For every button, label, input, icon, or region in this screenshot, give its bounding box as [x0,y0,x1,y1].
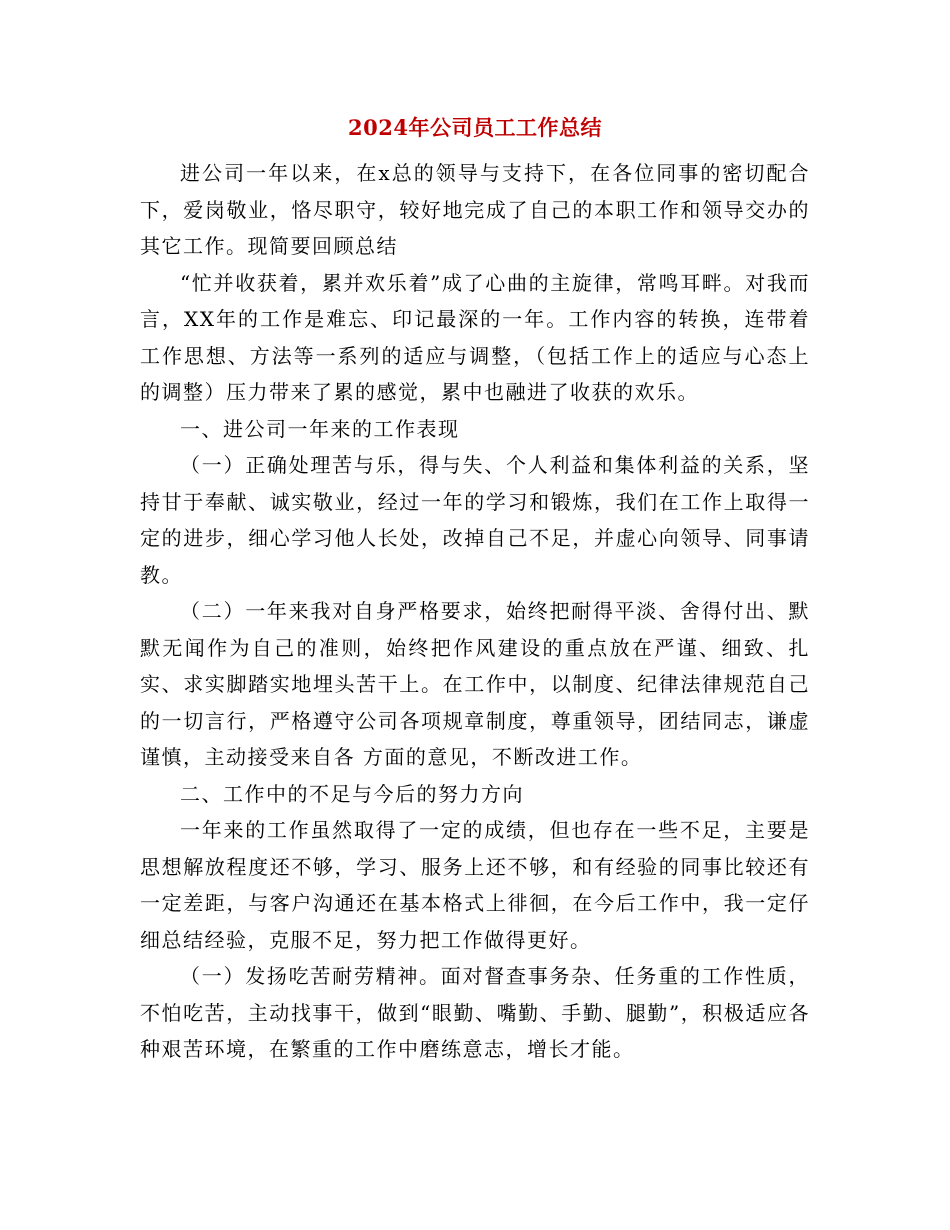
paragraph-1-2: （二）一年来我对自身严格要求，始终把耐得平淡、舍得付出、默默无闻作为自己的准则，始终把作风建设的重点放在严谨、细致、扎实、求实脚踏实地埋头苦干上。在工作中，以制度、纪律法律规范自己的一切言行，严格遵守公司各项规章制度，尊重领导，团结同志，谦虚谨慎，主动接受来自各 方面的意见，不断改进工作。 [140,599,810,769]
paragraph-2-1: （一）发扬吃苦耐劳精神。面对督查事务杂、任务重的工作性质，不怕吃苦，主动找事干，做到“眼勤、嘴勤、手勤、腿勤”，积极适应各种艰苦环境，在繁重的工作中磨练意志，增长才能。 [140,964,810,1061]
paragraph-motto: “忙并收获着，累并欢乐着”成了心曲的主旋律，常鸣耳畔。对我而言，XX年的工作是难忘、印记最深的一年。工作内容的转换，连带着工作思想、方法等一系列的适应与调整，（包括工作上的适应与心态上的调整）压力带来了累的感觉，累中也融进了收获的欢乐。 [140,270,810,404]
document-title: 2024年公司员工工作总结 [348,115,602,140]
paragraph-1-1: （一）正确处理苦与乐，得与失、个人利益和集体利益的关系，坚持甘于奉献、诚实敬业，经过一年的学习和锻炼，我们在工作上取得一定的进步，细心学习他人长处，改掉自己不足，并虚心向领导、同事请教。 [140,453,810,587]
section-heading-2: 二、工作中的不足与今后的努力方向 [180,781,524,806]
document-body [140,155,810,1068]
section-heading-1: 一、进公司一年来的工作表现 [180,416,460,441]
paragraph-intro: 进公司一年以来，在x总的领导与支持下，在各位同事的密切配合下，爱岗敬业，恪尽职守，较好地完成了自己的本职工作和领导交办的其它工作。现简要回顾总结 [140,161,810,258]
paragraph-2-intro: 一年来的工作虽然取得了一定的成绩，但也存在一些不足，主要是思想解放程度还不够，学习、服务上还不够，和有经验的同事比较还有一定差距，与客户沟通还在基本格式上徘徊，在今后工作中，我一定仔细总结经验，克服不足，努力把工作做得更好。 [140,818,810,952]
